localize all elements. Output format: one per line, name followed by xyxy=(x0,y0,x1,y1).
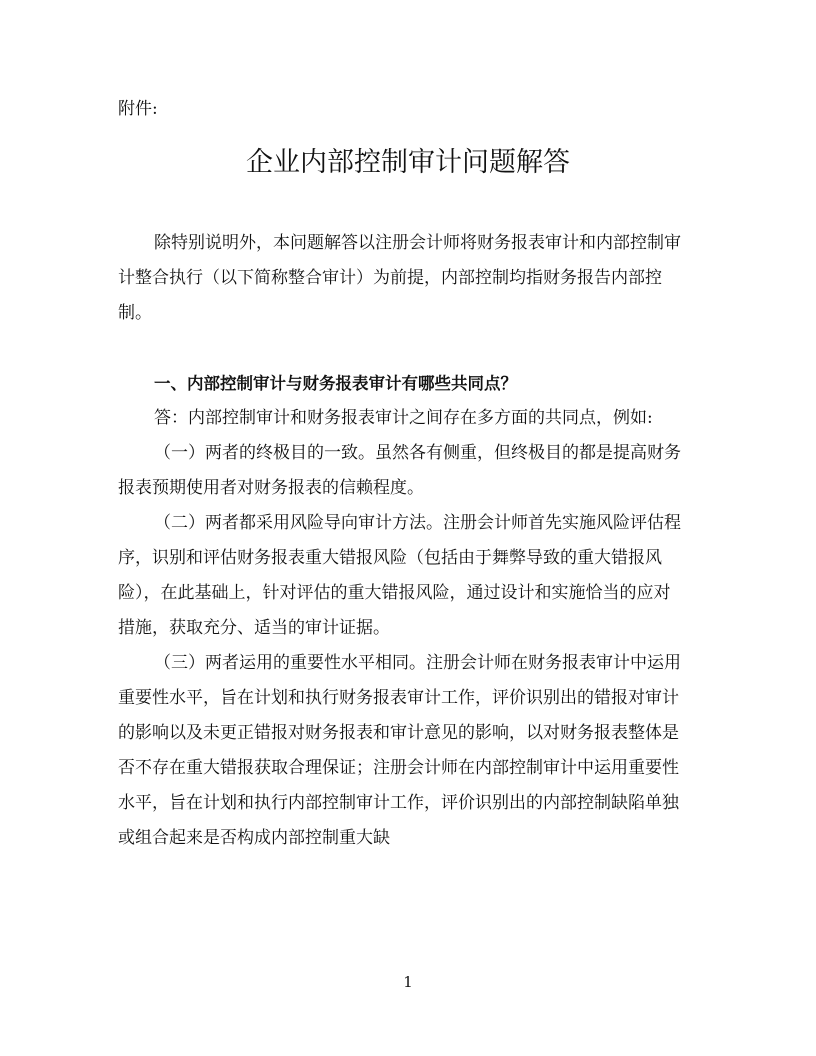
document-body xyxy=(118,226,684,856)
point-paragraph-2: （二）两者都采用风险导向审计方法。注册会计师首先实施风险评估程序，识别和评估财务报表重大错报风险（包括由于舞弊导致的重大错报风险），在此基础上，针对评估的重大错报风险，通过设计和实施恰当的应对措施，获取充分、适当的审计证据。 xyxy=(118,513,681,638)
paragraph-gap xyxy=(118,331,684,366)
point-paragraph-3: （三）两者运用的重要性水平相同。注册会计师在财务报表审计中运用重要性水平，旨在计划和执行财务报表审计工作，评价识别出的错报对审计的影响以及未更正错报对财务报表和审计意见的影响，以对财务报表整体是否不存在重大错报获取合理保证；注册会计师在内部控制审计中运用重要性水平，旨在计划和执行内部控制审计工作，评价识别出的内部控制缺陷单独或组合起来是否构成内部控制重大缺 xyxy=(118,653,681,848)
document-title: 企业内部控制审计问题解答 xyxy=(246,147,570,178)
intro-paragraph: 除特别说明外，本问题解答以注册会计师将财务报表审计和内部控制审计整合执行（以下简称整合审计）为前提，内部控制均指财务报告内部控制。 xyxy=(118,233,681,323)
attachment-label: 附件: xyxy=(118,99,158,119)
point-paragraph-1: （一）两者的终极目的一致。虽然各有侧重，但终极目的都是提高财务报表预期使用者对财务报表的信赖程度。 xyxy=(118,443,681,498)
answer-paragraph: 答：内部控制审计和财务报表审计之间存在多方面的共同点，例如: xyxy=(154,408,653,428)
section-heading: 一、内部控制审计与财务报表审计有哪些共同点？ xyxy=(154,374,517,393)
page-number: 1 xyxy=(403,973,413,991)
